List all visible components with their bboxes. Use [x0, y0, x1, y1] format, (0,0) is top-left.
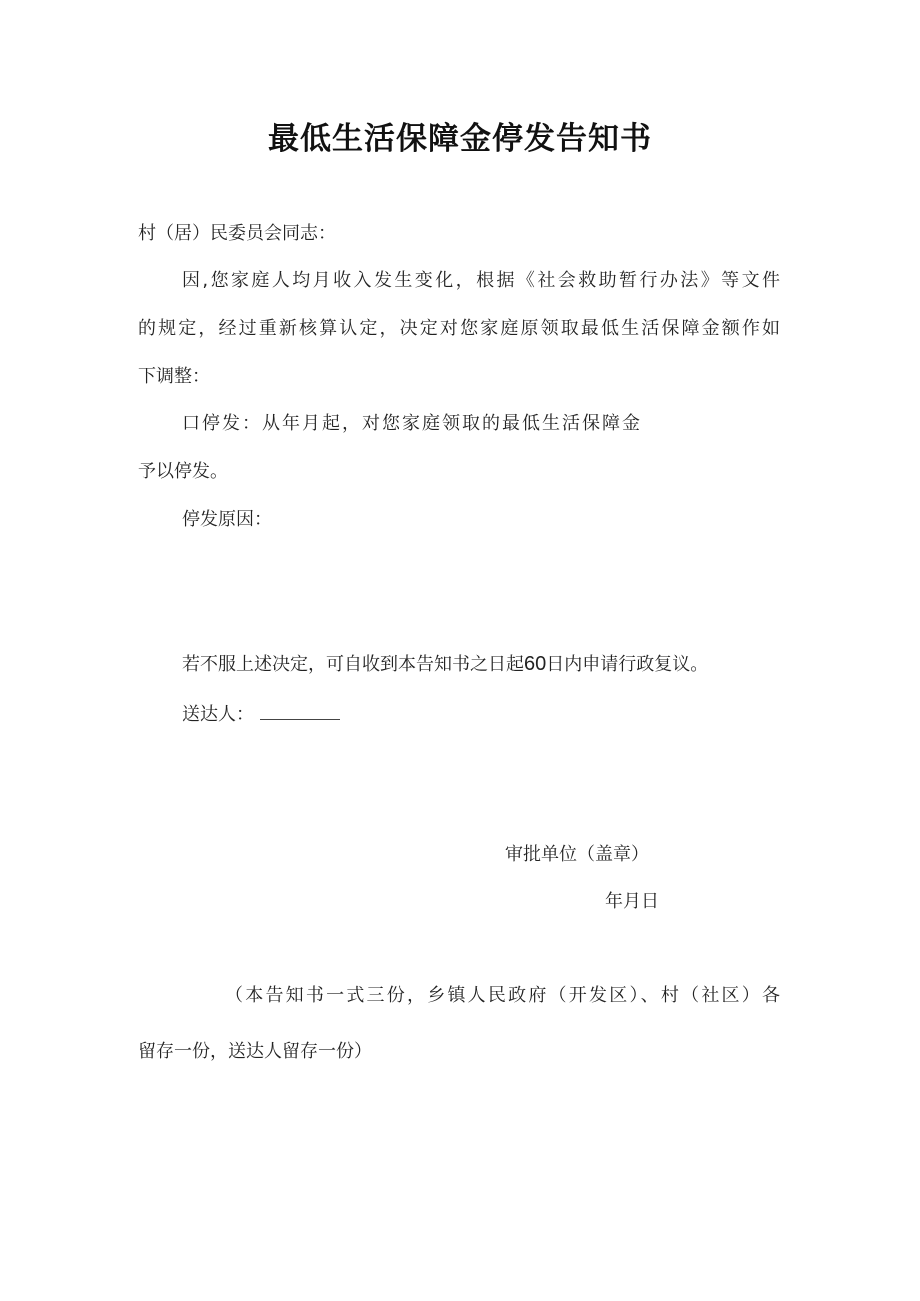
- appeal-days: 60: [524, 653, 547, 675]
- note-line1: （本告知书一式三份，乡镇人民政府（开发区）、村（社区）各: [225, 985, 780, 1006]
- paragraph1-line2: 的规定，经过重新核算认定，决定对您家庭原领取最低生活保障金额作如: [138, 318, 780, 339]
- paragraph1-line1: 因,您家庭人均月收入发生变化，根据《社会救助暂行办法》等文件: [182, 270, 780, 291]
- paragraph1-line3: 下调整：: [138, 366, 210, 387]
- deliverer-signature-line: [260, 701, 340, 720]
- stop-reason-label: 停发原因：: [182, 509, 272, 530]
- appeal-text-before: 若不服上述决定，可自收到本告知书之日起: [182, 654, 524, 675]
- deliverer-label: 送达人：: [182, 704, 254, 725]
- date-line: 年月日: [605, 891, 659, 912]
- deliverer-row: [182, 701, 340, 728]
- note-line2: 留存一份，送达人留存一份）: [138, 1041, 372, 1062]
- approval-unit-seal: 审批单位（盖章）: [505, 844, 649, 865]
- appeal-text-after: 日内申请行政复议。: [546, 654, 709, 675]
- salutation: 村（居）民委员会同志：: [138, 223, 336, 244]
- stop-option-line2: 予以停发。: [138, 461, 228, 482]
- document-title: 最低生活保障金停发告知书: [268, 121, 652, 157]
- stop-option-line1: 口停发：从年月起，对您家庭领取的最低生活保障金: [182, 413, 640, 434]
- appeal-notice: [182, 651, 708, 678]
